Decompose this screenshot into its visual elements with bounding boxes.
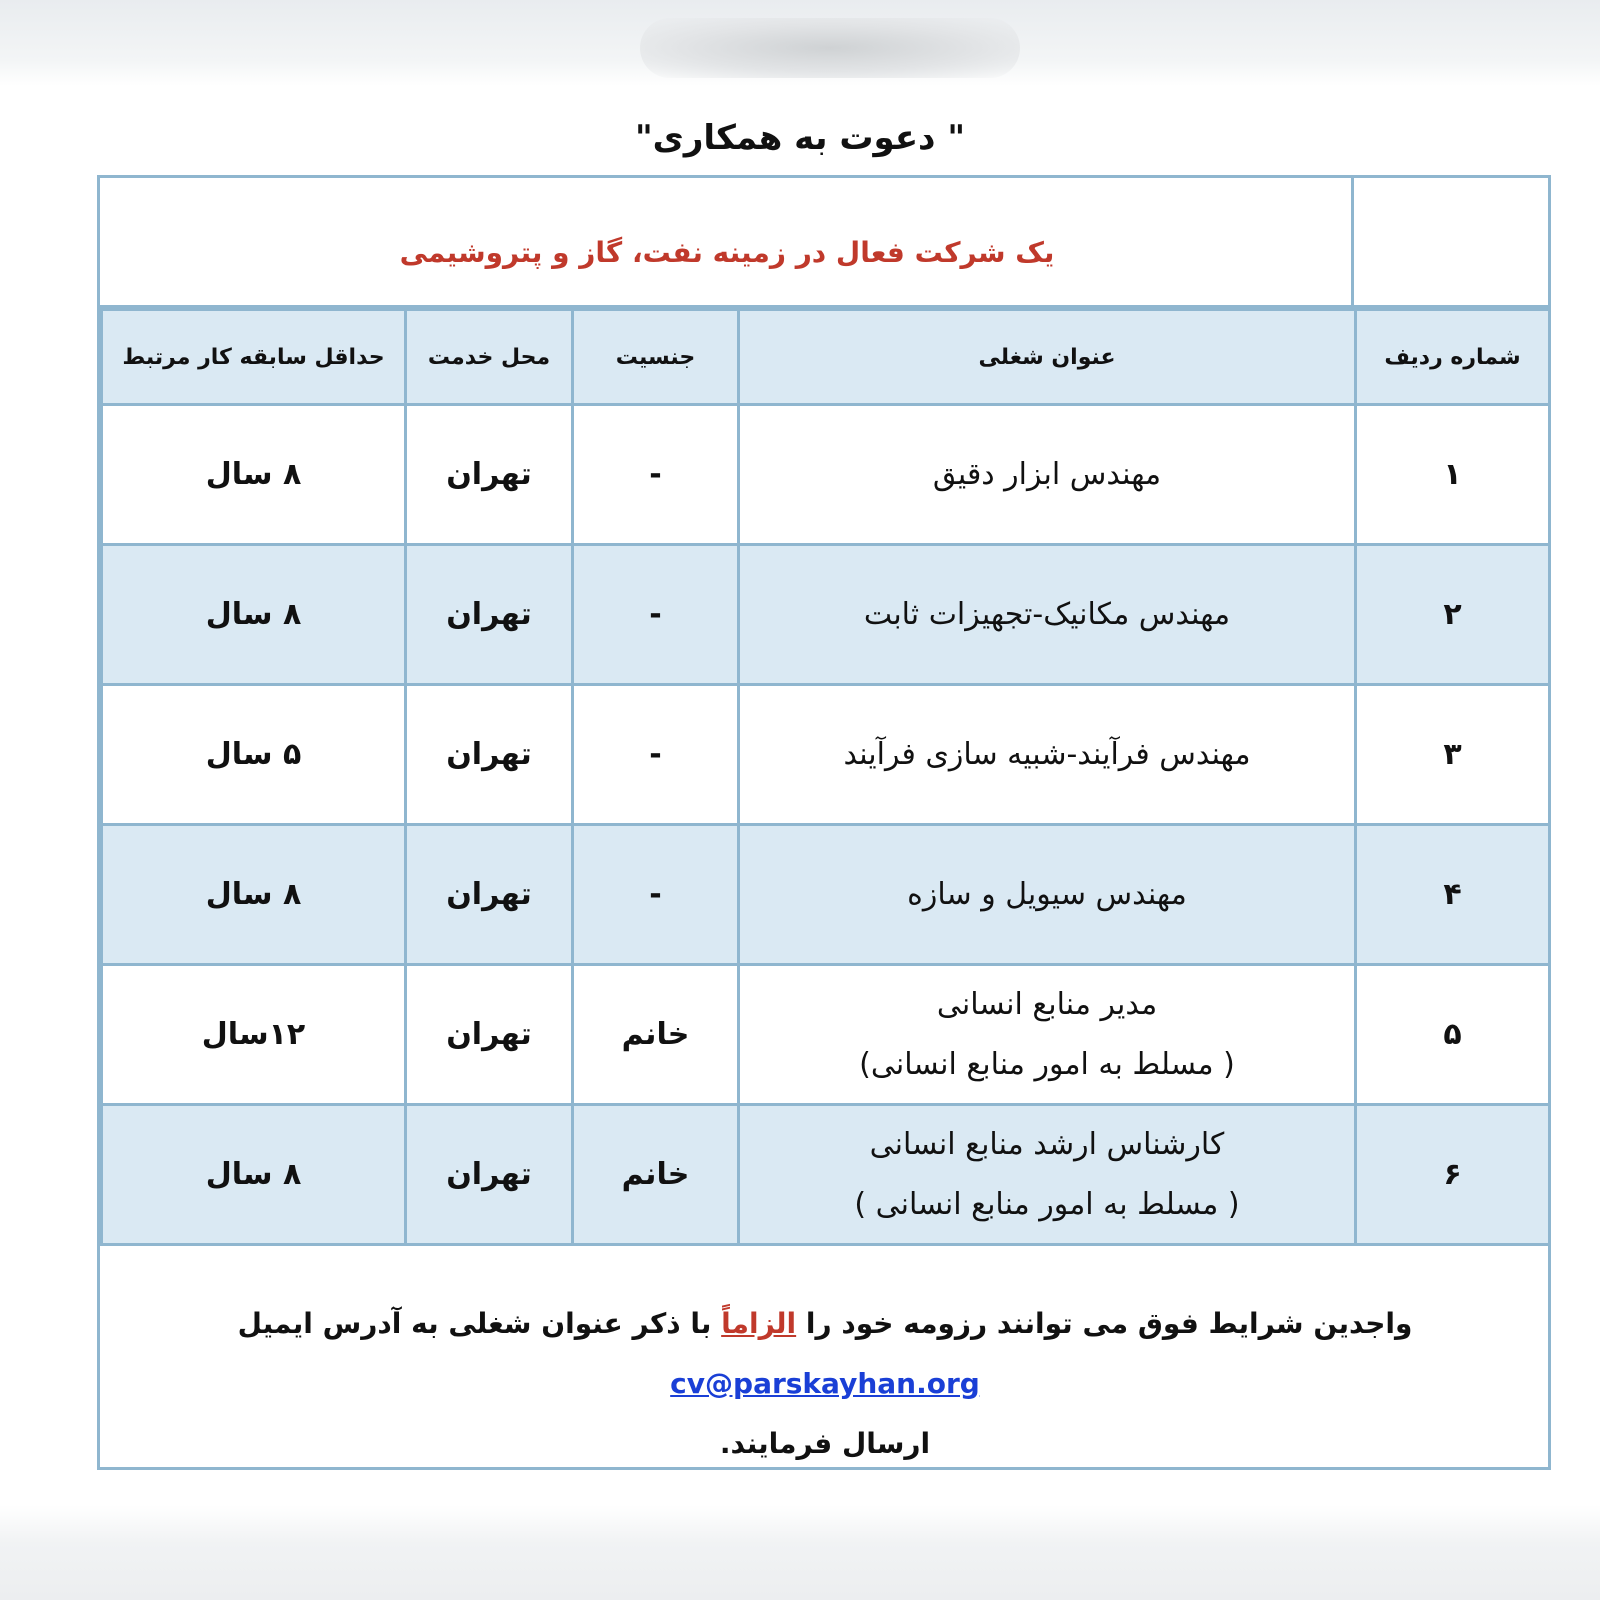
- header-row-number: شماره ردیف: [1356, 310, 1550, 405]
- location: تهران: [406, 405, 573, 545]
- job-title-note: ( مسلط به امور منابع انسانی ): [854, 1186, 1240, 1222]
- top-blur-band: [0, 0, 1600, 86]
- table-header-row: [102, 310, 1550, 405]
- company-row-corner-cell: [1351, 178, 1548, 305]
- location: تهران: [406, 965, 573, 1105]
- mandatory-emphasis: الزاماً: [721, 1307, 797, 1340]
- location: تهران: [406, 545, 573, 685]
- location: تهران: [406, 825, 573, 965]
- instructions-part-2: با ذکر عنوان شغلی به آدرس ایمیل: [237, 1307, 712, 1340]
- location: تهران: [406, 685, 573, 825]
- job-title: [739, 965, 1356, 1105]
- table-row: [102, 545, 1550, 685]
- header-location: محل خدمت: [406, 310, 573, 405]
- location: تهران: [406, 1105, 573, 1245]
- page-title: " دعوت به همکاری": [634, 118, 966, 158]
- instructions-part-1: واجدین شرایط فوق می توانند رزومه خود را: [805, 1307, 1413, 1340]
- gender: خانم: [573, 965, 739, 1105]
- job-title: [739, 405, 1356, 545]
- gender: -: [573, 685, 739, 825]
- job-listing-frame: [97, 175, 1551, 1470]
- job-title: [739, 825, 1356, 965]
- job-title-text: مهندس مکانیک-تجهیزات ثابت: [863, 596, 1231, 632]
- company-row: [100, 178, 1548, 308]
- job-title-text: مهندس ابزار دقیق: [932, 456, 1162, 492]
- header-job-title: عنوان شغلی: [739, 310, 1356, 405]
- table-row: [102, 405, 1550, 545]
- job-title-text: مهندس فرآیند-شبیه سازی فرآیند: [843, 736, 1251, 772]
- row-number: ۳: [1356, 685, 1550, 825]
- job-title-text: مدیر منابع انسانی: [936, 986, 1158, 1022]
- table-row: [102, 965, 1550, 1105]
- instructions-text: [130, 1294, 1520, 1474]
- experience: ۱۲سال: [102, 965, 406, 1105]
- company-description: یک شرکت فعال در زمینه نفت، گاز و پتروشیمی: [399, 236, 1055, 269]
- job-title-text: کارشناس ارشد منابع انسانی: [869, 1126, 1225, 1162]
- job-title: [739, 545, 1356, 685]
- jobs-table: [100, 308, 1551, 1246]
- gender: خانم: [573, 1105, 739, 1245]
- bottom-blur-band: [0, 1505, 1600, 1600]
- header-gender: جنسیت: [573, 310, 739, 405]
- blurred-header-area: [640, 18, 1020, 78]
- row-number: ۶: [1356, 1105, 1550, 1245]
- gender: -: [573, 545, 739, 685]
- gender: -: [573, 405, 739, 545]
- experience: ۸ سال: [102, 1105, 406, 1245]
- table-row: [102, 685, 1550, 825]
- instructions-part-3: ارسال فرمایند.: [719, 1427, 931, 1460]
- header-experience: حداقل سابقه کار مرتبط: [102, 310, 406, 405]
- experience: ۸ سال: [102, 825, 406, 965]
- email-link[interactable]: cv@parskayhan.org: [670, 1367, 980, 1400]
- experience: ۸ سال: [102, 545, 406, 685]
- row-number: ۲: [1356, 545, 1550, 685]
- application-instructions: [100, 1246, 1548, 1467]
- table-row: [102, 825, 1550, 965]
- job-title-text: مهندس سیویل و سازه: [907, 876, 1187, 912]
- gender: -: [573, 825, 739, 965]
- table-row: [102, 1105, 1550, 1245]
- row-number: ۴: [1356, 825, 1550, 965]
- row-number: ۵: [1356, 965, 1550, 1105]
- job-title-note: ( مسلط به امور منابع انسانی): [859, 1046, 1235, 1082]
- job-title: [739, 1105, 1356, 1245]
- row-number: ۱: [1356, 405, 1550, 545]
- experience: ۵ سال: [102, 685, 406, 825]
- experience: ۸ سال: [102, 405, 406, 545]
- job-title: [739, 685, 1356, 825]
